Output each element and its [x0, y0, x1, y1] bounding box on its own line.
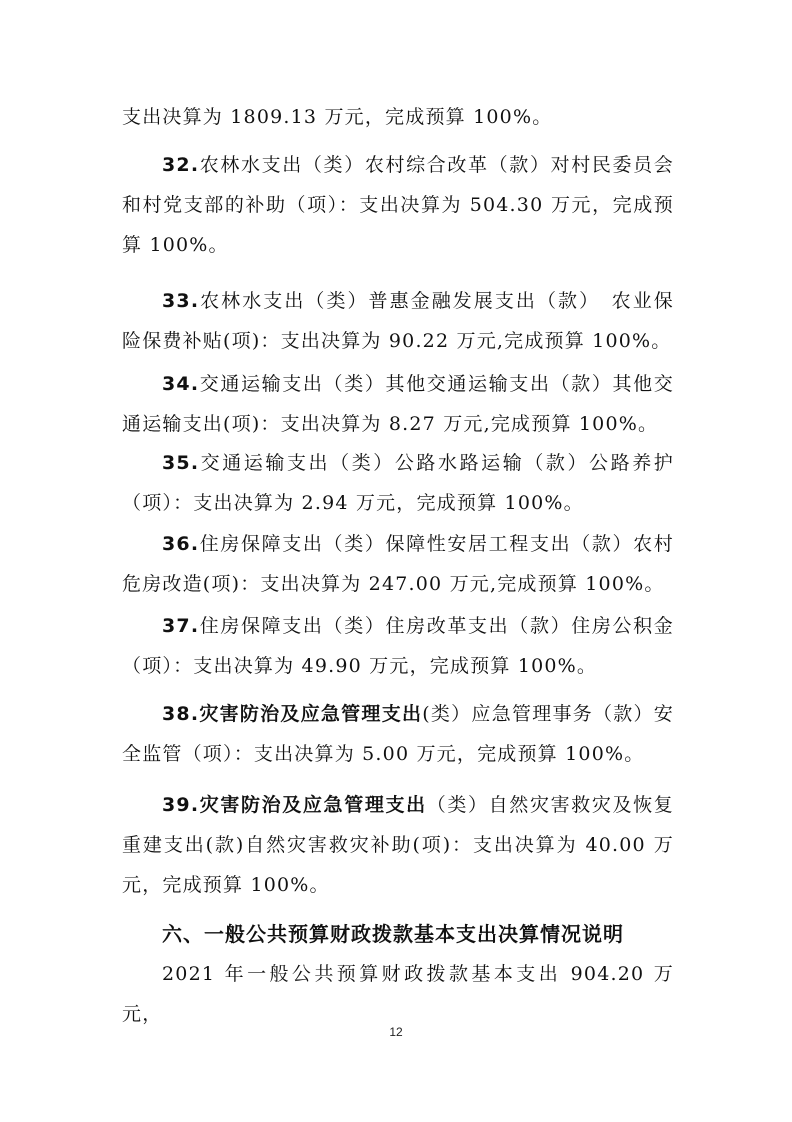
paragraph-item-35 — [122, 443, 674, 523]
item-number: 32. — [162, 154, 200, 176]
item-number: 39. — [162, 794, 200, 816]
closing-paragraph — [122, 954, 674, 1034]
paragraph-text: (类）应急管理事务（款）安全监管（项）：支出决算为 5.00 万元，完成预算 100%。 — [122, 703, 675, 765]
item-number: 33. — [162, 290, 200, 312]
item-number: 36. — [162, 533, 200, 555]
section-heading: 六、一般公共预算财政拨款基本支出决算情况说明 — [162, 922, 624, 946]
page-number: 12 — [389, 1025, 403, 1039]
item-number: 38. — [162, 703, 200, 725]
paragraph-text: 住房保障支出（类）住房改革支出（款）住房公积金（项）：支出决算为 49.90 万元，完成预算 100%。 — [122, 615, 674, 677]
paragraph-item-38 — [122, 694, 674, 774]
paragraph-text: （类）自然灾害救灾及恢复重建支出(款)自然灾害救灾补助(项)：支出决算为 40.00 万元，完成预算 100%。 — [122, 794, 674, 896]
paragraph-text: 农林水支出（类）普惠金融发展支出（款） 农业保险保费补贴(项)：支出决算为 90.22 万元,完成预算 100%。 — [122, 290, 674, 352]
paragraph-item-32 — [122, 145, 674, 265]
paragraph-text: 住房保障支出（类）保障性安居工程支出（款）农村危房改造(项)：支出决算为 247.00 万元,完成预算 100%。 — [122, 533, 674, 595]
item-number: 35. — [162, 452, 200, 474]
item-number: 34. — [162, 373, 200, 395]
item-lead: 灾害防治及应急管理支出 — [199, 794, 427, 816]
item-lead: 灾害防治及应急管理支出 — [199, 703, 423, 725]
paragraph-item-37 — [122, 606, 674, 686]
paragraph-text: 农林水支出（类）农村综合改革（款）对村民委员会和村党支部的补助（项）：支出决算为 504.30 万元，完成预算 100%。 — [122, 154, 674, 256]
paragraph-text: 交通运输支出（类）其他交通运输支出（款）其他交通运输支出(项)：支出决算为 8.27 万元,完成预算 100%。 — [122, 373, 674, 435]
item-number: 37. — [162, 615, 200, 637]
paragraph-item-36 — [122, 524, 674, 604]
paragraph-text: 2021 年一般公共预算财政拨款基本支出 904.20 万元， — [122, 963, 674, 1025]
paragraph-item-34 — [122, 364, 674, 444]
paragraph-text: 支出决算为 1809.13 万元，完成预算 100%。 — [122, 106, 553, 128]
paragraph-item-39 — [122, 785, 674, 905]
paragraph-continuation — [122, 97, 674, 137]
paragraph-item-33 — [122, 281, 674, 361]
paragraph-text: 交通运输支出（类）公路水路运输（款）公路养护（项）：支出决算为 2.94 万元，完成预算 100%。 — [122, 452, 674, 514]
